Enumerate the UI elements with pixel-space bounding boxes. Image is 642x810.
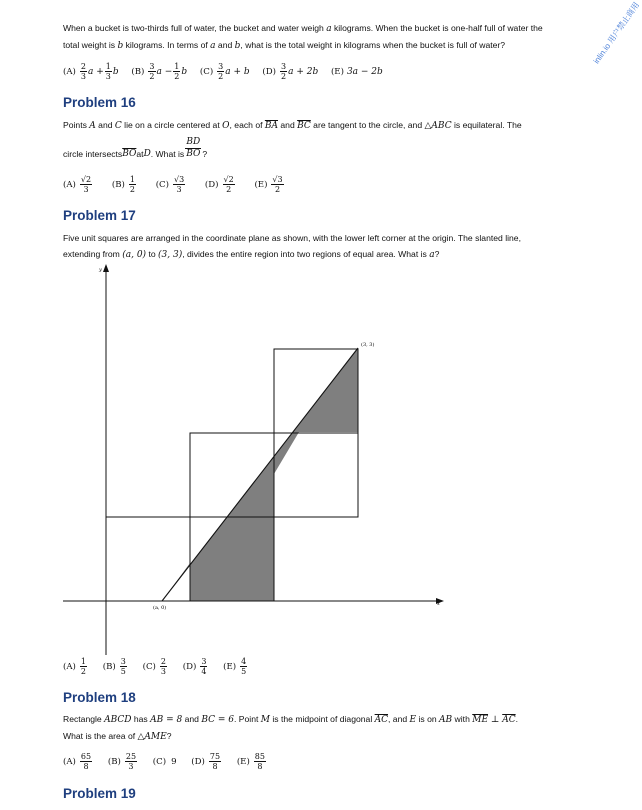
p17-choice-e[interactable]: (E) $\frac{4}{5}$ <box>223 657 247 676</box>
p18-choices <box>63 752 277 771</box>
p19-title: Problem 19 <box>63 786 136 801</box>
p15-var-a2: a <box>210 41 216 51</box>
p16-fraction: $\frac{BD}{BO}$ <box>186 137 201 159</box>
watermark: inlin.io 用户禁止商用 <box>592 0 642 66</box>
p18-text: Rectangle ABCD has AB = 8 and BC = 6. Point M is the midpoint of diagonal $\overline{AC}$, and E is on AB with $\overline{ME}$ ⊥ $\overline{AC}$. What is the area of △AME? <box>63 714 518 742</box>
p15-var-b2: b <box>234 41 241 51</box>
p16-text-line2: circle $intersects\overline{BO}atD$. What is $\frac{BD}{BO}$ ? <box>63 137 208 159</box>
p15-line2-a: total weight is <box>63 40 118 50</box>
y-axis-arrow <box>103 264 109 272</box>
p17-text: Five unit squares are arranged in the coordinate plane as shown, with the lower left corner at the origin. The slanted line, extending from (a, 0) to (3, 3), divides the entire region into two regions of equal area. What is a? <box>63 233 521 260</box>
point-a0-label: (a, 0) <box>153 605 167 611</box>
x-axis-label: x <box>437 601 440 607</box>
p15-choice-b[interactable]: (B) $\frac{3}{2}$ a − $\frac{1}{2}$ b <box>131 62 188 81</box>
p16-choice-e[interactable]: (E) $\frac{√3}{2}$ <box>254 175 283 194</box>
p16-text: Points A and C lie on a circle centered at O, each of $\overline{BA}$ and $\overline{BC}$ are tangent to the circle, and △ABC is equilateral. The <box>63 120 522 131</box>
p17-title: Problem 17 <box>63 208 136 223</box>
unit-square-1 <box>106 517 190 601</box>
p16-title: Problem 16 <box>63 95 136 110</box>
p17-choices <box>63 657 258 676</box>
point-33-label: (3, 3) <box>361 342 375 348</box>
p18-choice-c[interactable]: (C) 9 <box>152 756 177 767</box>
p15-line2-c: and <box>215 40 235 50</box>
p16-choice-d[interactable]: (D) $\frac{√2}{2}$ <box>204 175 234 194</box>
p16-choice-a[interactable]: (A) $\frac{√2}{3}$ <box>63 175 92 194</box>
p17-choice-a[interactable]: (A) $\frac{1}{2}$ <box>63 657 87 676</box>
p17-choice-d[interactable]: (D) $\frac{3}{4}$ <box>182 657 207 676</box>
p15-var-b: b <box>117 41 124 51</box>
p15-var-a: a <box>326 24 332 34</box>
p15-choice-c[interactable]: (C) $\frac{3}{2}$ a + b <box>199 62 250 81</box>
p18-choice-e[interactable]: (E) $\frac{85}{8}$ <box>236 752 265 771</box>
p18-choice-b[interactable]: (B) $\frac{25}{3}$ <box>107 752 137 771</box>
p17-choice-c[interactable]: (C) $\frac{2}{3}$ <box>142 657 166 676</box>
p15-choice-d[interactable]: (D) $\frac{3}{2}$ a + 2b <box>262 62 319 81</box>
p18-choice-a[interactable]: (A) $\frac{65}{8}$ <box>63 752 92 771</box>
p15-line2-d: , what is the total weight in kilograms when the bucket is full of water? <box>240 40 506 50</box>
p15-choice-e[interactable]: (E) 3a − 2b <box>330 66 383 77</box>
p15-line1-b: kilograms. When the bucket is one-half full of water the <box>331 23 543 33</box>
p15-choice-a[interactable]: (A) $\frac{2}{3}$ a + $\frac{1}{3}$ b <box>63 62 119 81</box>
p18-choice-d[interactable]: (D) $\frac{75}{8}$ <box>191 752 221 771</box>
p18-title: Problem 18 <box>63 690 136 705</box>
p16-choice-c[interactable]: (C) $\frac{√3}{3}$ <box>155 175 185 194</box>
p17-choice-b[interactable]: (B) $\frac{3}{5}$ <box>102 657 126 676</box>
p15-line2-b: kilograms. In terms of <box>123 40 211 50</box>
p15-line1-a: When a bucket is two-thirds full of water, the bucket and water weigh <box>63 23 327 33</box>
y-axis-label: y <box>99 267 102 273</box>
p16-choice-b[interactable]: (B) $\frac{1}{2}$ <box>111 175 135 194</box>
